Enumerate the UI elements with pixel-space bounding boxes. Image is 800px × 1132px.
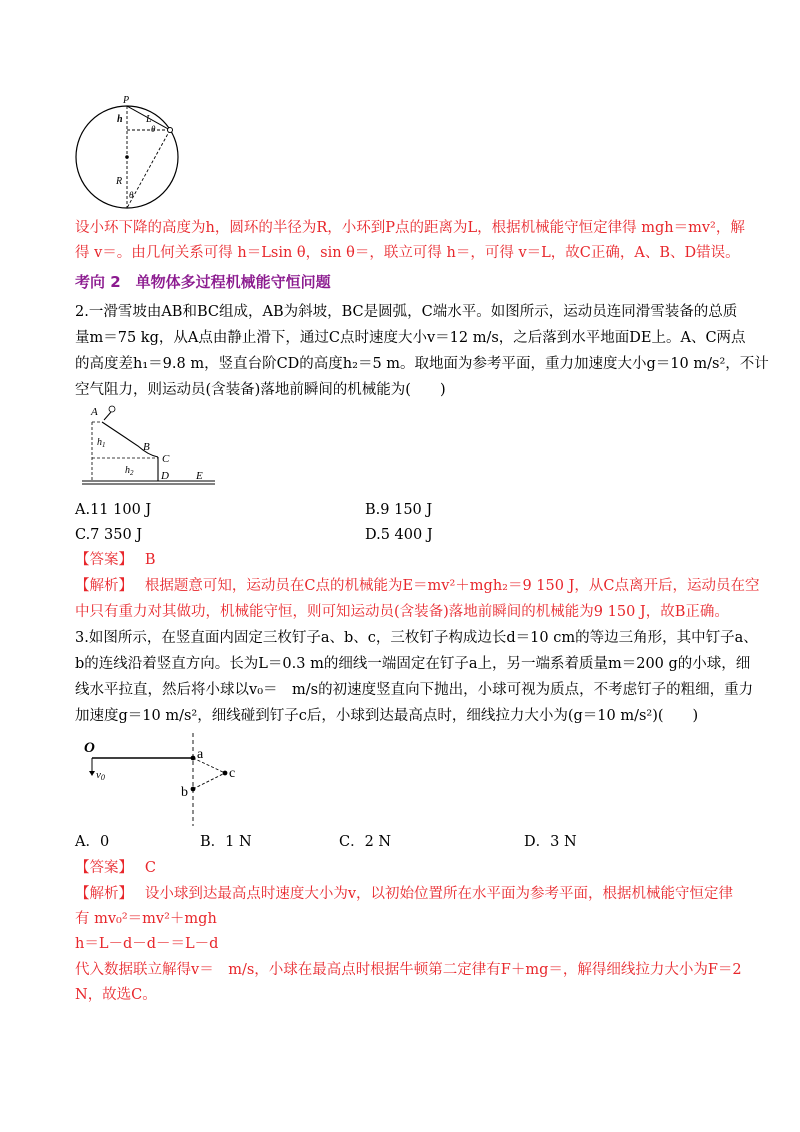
ski-slope-figure xyxy=(80,402,220,488)
analysis-label: 【解析】 xyxy=(75,886,126,902)
q3-option-d[interactable]: D．3 N xyxy=(524,834,577,850)
q2-answer xyxy=(75,550,156,570)
velocity-arrow-head xyxy=(89,771,95,776)
solution1-line1: 设小环下降的高度为h，圆环的半径为R，小环到P点的距离为L，根据机械能守恒定律得 mgh＝mv²，解 xyxy=(75,220,745,236)
label-D: D xyxy=(161,470,169,482)
q3-line1: 3.如图所示，在竖直面内固定三枚钉子a、b、c，三枚钉子构成边长d＝10 cm的等边三角形，其中钉子a、 xyxy=(75,630,758,646)
center-dot xyxy=(125,155,129,159)
label-A: A xyxy=(91,406,98,418)
tri-bc xyxy=(193,773,225,789)
q2-line3: 的高度差h₁＝9.8 m，竖直台阶CD的高度h₂＝5 m。取地面为参考平面，重力加速度大小g＝10 m/s²，不计 xyxy=(75,356,769,372)
q3-analysis-line5: N，故选C。 xyxy=(75,987,157,1003)
label-c: c xyxy=(229,766,236,781)
label-B: B xyxy=(143,441,150,453)
q2-option-b[interactable]: B.9 150 J xyxy=(365,502,433,518)
circle-figure xyxy=(70,92,185,210)
q2-line1: 2.一滑雪坡由AB和BC组成，AB为斜坡，BC是圆弧，C端水平。如图所示，运动员连同滑雪装备的总质 xyxy=(75,304,738,320)
nail-a xyxy=(191,756,196,761)
answer-value: C xyxy=(144,860,156,876)
q3-line2: b的连线沿着竖直方向。长为L＝0.3 m的细线一端固定在钉子a上，另一端系着质量m＝200 g的小球，细 xyxy=(75,656,751,672)
q2-option-a[interactable]: A.11 100 J xyxy=(75,502,152,518)
nail-figure xyxy=(80,728,250,828)
label-R: R xyxy=(116,176,123,187)
solution1-line2: 得 v＝。由几何关系可得 h＝Lsin θ，sin θ＝，联立可得 h＝，可得 v＝L，故C正确，A、B、D错误。 xyxy=(75,245,740,261)
answer-label: 【答案】 xyxy=(75,860,126,876)
label-C: C xyxy=(162,453,170,465)
q3-option-a[interactable]: A．0 xyxy=(75,834,110,850)
label-L: L xyxy=(146,114,152,125)
q2-analysis-line2: 中只有重力对其做功，机械能守恒，则可知运动员(含装备)落地前瞬间的机械能为9 150 J，故B正确。 xyxy=(75,604,729,620)
q3-option-b[interactable]: B．1 N xyxy=(200,834,252,850)
label-theta-bottom: θ xyxy=(129,190,134,200)
q2-analysis-line1 xyxy=(75,576,760,596)
label-h1: $h_1$ xyxy=(97,437,106,449)
answer-label: 【答案】 xyxy=(75,552,126,568)
q3-analysis-line3: h＝L－d－d－＝L－d xyxy=(75,936,219,952)
label-P: P xyxy=(123,95,130,106)
q3-analysis-line1 xyxy=(75,884,733,904)
label-E: E xyxy=(196,470,203,482)
lower-chord xyxy=(127,130,170,208)
analysis-label: 【解析】 xyxy=(75,578,126,594)
q3-line3: 线水平拉直，然后将小球以v₀＝ m/s的初速度竖直向下抛出，小球可视为质点，不考虑钉子的粗细，重力 xyxy=(75,682,754,698)
q3-option-c[interactable]: C．2 N xyxy=(339,834,392,850)
skier-body xyxy=(104,412,111,420)
q3-line4: 加速度g＝10 m/s²，细线碰到钉子c后，小球到达最高点时，细线拉力大小为(g＝10 m/s²)( ) xyxy=(75,708,699,724)
q3-analysis-line4: 代入数据联立解得v＝ m/s，小球在最高点时根据牛顿第二定律有F＋mg＝，解得细线拉力大小为F＝2 xyxy=(75,962,742,978)
analysis-text: 设小球到达最高点时速度大小为v，以初始位置所在水平面为参考平面，根据机械能守恒定律 xyxy=(144,886,734,902)
ring-bead xyxy=(168,128,173,133)
answer-value: B xyxy=(144,552,156,568)
analysis-text: 根据题意可知，运动员在C点的机械能为E＝mv²＋mgh₂＝9 150 J，从C点离开后，运动员在空 xyxy=(144,578,760,594)
q2-option-d[interactable]: D.5 400 J xyxy=(365,527,433,543)
label-a: a xyxy=(197,747,204,762)
q3-analysis-line2: 有 mv₀²＝mv²＋mgh xyxy=(75,911,217,927)
label-h: h xyxy=(117,114,123,125)
label-b: b xyxy=(181,785,188,800)
label-theta-top: θ xyxy=(151,124,156,134)
q3-answer xyxy=(75,858,156,878)
section-heading: 考向 2 单物体多过程机械能守恒问题 xyxy=(75,273,331,291)
q2-line2: 量m＝75 kg，从A点由静止滑下，通过C点时速度大小v＝12 m/s，之后落到水平地面DE上。A、C两点 xyxy=(75,330,746,346)
skier-head xyxy=(109,406,115,412)
label-O: O xyxy=(84,740,95,756)
label-v0: v0 xyxy=(96,769,105,782)
nail-c xyxy=(223,771,228,776)
label-h2: $h_2$ xyxy=(125,465,134,477)
nail-b xyxy=(191,787,196,792)
q2-option-c[interactable]: C.7 350 J xyxy=(75,527,143,543)
q2-line4: 空气阻力，则运动员(含装备)落地前瞬间的机械能为( ) xyxy=(75,382,446,398)
